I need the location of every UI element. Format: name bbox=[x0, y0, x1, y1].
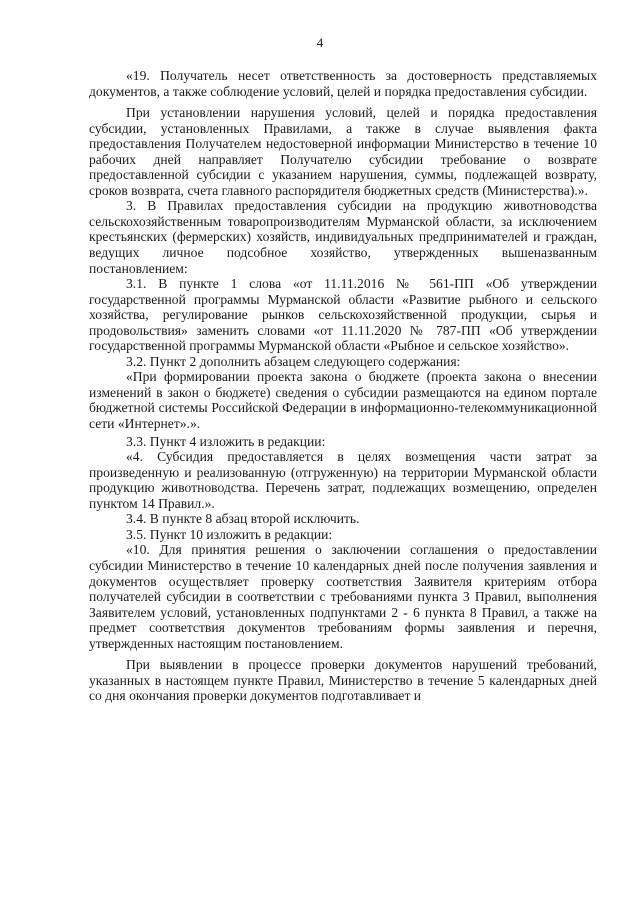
paragraph-3-4: 3.4. В пункте 8 абзац второй исключить. bbox=[126, 511, 360, 527]
paragraph-budget: «При формировании проекта закона о бюджете (проекта закона о внесении изменений в закон о бюджете) сведения о субсидии размещаются на едином портале бюджетной системы Российской Федерации в информационно-телекоммуникационной сети «Интернет».». bbox=[89, 369, 597, 432]
page-number: 4 bbox=[316, 35, 324, 50]
paragraph-verification: При выявлении в процессе проверки документов нарушений требований, указанных в настоящем пункте Правил, Министерство в течение 5 календарных дней со дня окончания проверки документов подготавливает и bbox=[89, 657, 597, 704]
paragraph-3-3: 3.3. Пункт 4 изложить в редакции: bbox=[126, 433, 326, 449]
paragraph-3-5: 3.5. Пункт 10 изложить в редакции: bbox=[126, 526, 333, 542]
paragraph-4: «4. Субсидия предоставляется в целях возмещения части затрат за произведенную и реализованную (отгруженную) на территории Мурманской области продукцию животноводства. Перечень затрат, подлежащих возмещению, определен пунктом 14 Правил.». bbox=[89, 449, 597, 511]
paragraph-3: 3. В Правилах предоставления субсидии на продукцию животноводства сельскохозяйственным товаропроизводителям Мурманской области, за исключением крестьянских (фермерских) хозяйств, индивидуальных предпринимателей и граждан, ведущих личное подсобное хозяйство, утвержденных вышеназванным постановлением: bbox=[89, 198, 597, 276]
paragraph-3-2: 3.2. Пункт 2 дополнить абзацем следующего содержания: bbox=[126, 353, 461, 369]
paragraph-3-1: 3.1. В пункте 1 слова «от 11.11.2016 № 561-ПП «Об утверждении государственной программы Мурманской области «Развитие рыбного и сельского хозяйства, регулирование рынков сельскохозяйственной продукции, сырья и продовольствия» заменить словами «от 11.11.2020 № 787-ПП «Об утверждении государственной программы Мурманской области «Рыбное и сельское хозяйство». bbox=[89, 276, 597, 354]
paragraph-violation: При установлении нарушения условий, целей и порядка предоставления субсидии, установленных Правилами, а также в случае выявления факта предоставления Получателем недостоверной информации Министерство в течение 10 рабочих дней направляет Получателю субсидии требование о возврате предоставленной субсидии с указанием нарушения, суммы, подлежащей возврату, сроков возврата, счета главного распорядителя бюджетных средств (Министерства).». bbox=[89, 105, 597, 198]
paragraph-10: «10. Для принятия решения о заключении соглашения о предоставлении субсидии Министерство в течение 10 календарных дней после получения заявления и документов осуществляет проверку соответствия Заявителя критериям отбора получателей субсидии в соответствии с требованиями пункта 3 Правил, выполнения Заявителем условий, установленных подпунктами 2 - 6 пункта 8 Правил, а также на предмет соответствия документов требованиям формы заявления и перечня, утвержденных настоящим постановлением. bbox=[89, 542, 597, 651]
paragraph-19: «19. Получатель несет ответственность за достоверность представляемых документов, а также соблюдение условий, целей и порядка предоставления субсидии. bbox=[89, 68, 597, 99]
document-body bbox=[89, 68, 597, 704]
